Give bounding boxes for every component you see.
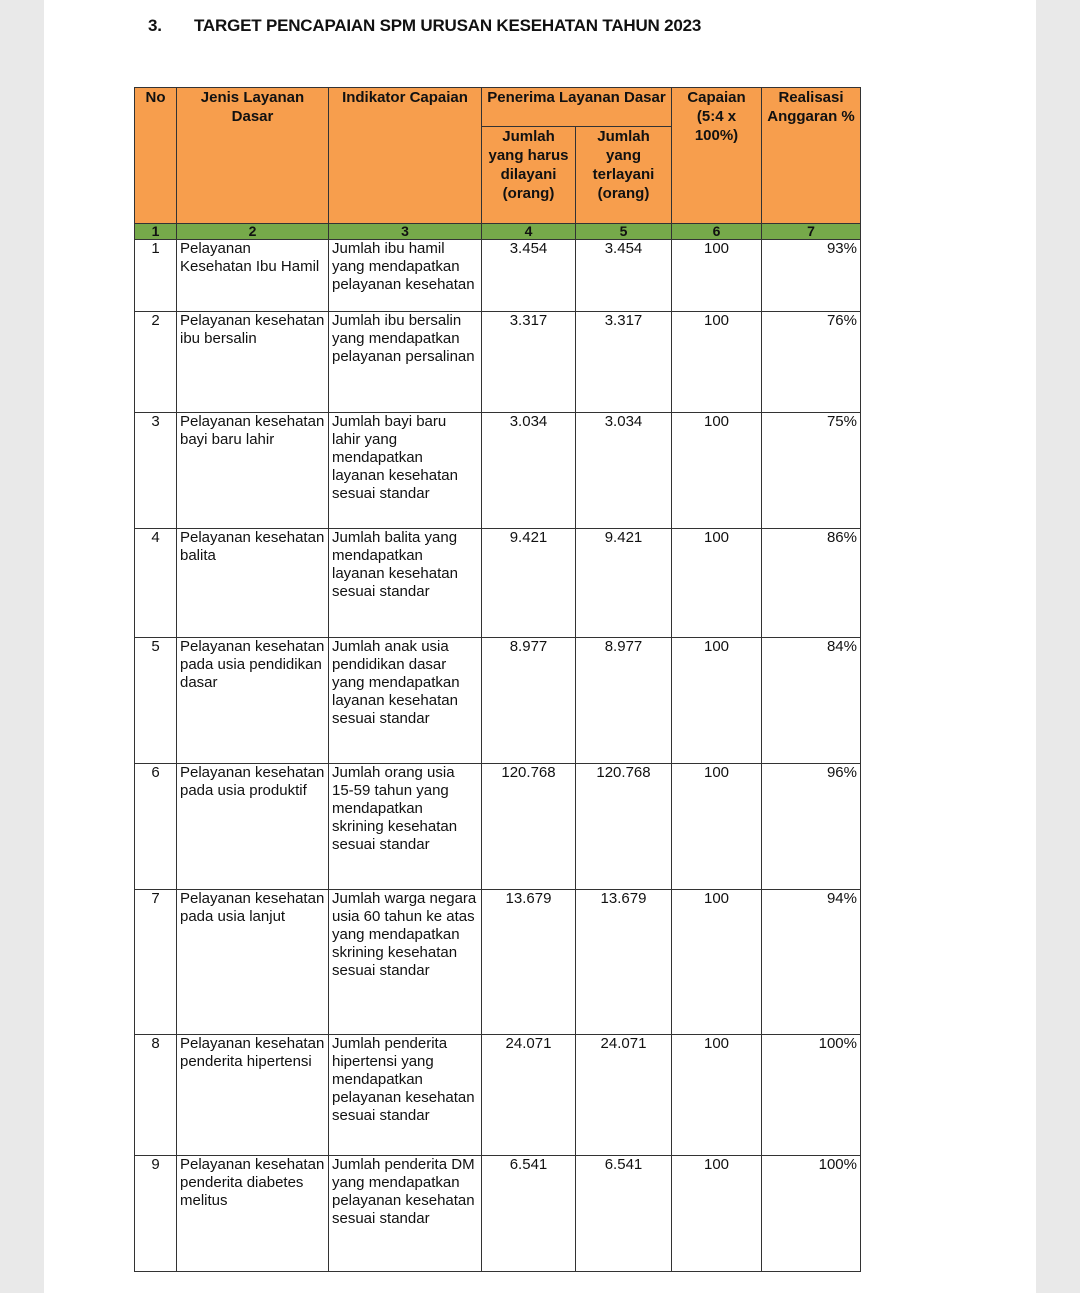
cell-jumlah-terlayani: 3.317 xyxy=(576,312,672,413)
cell-capaian: 100 xyxy=(672,764,762,890)
spm-table xyxy=(134,87,861,1272)
column-number: 4 xyxy=(482,224,576,240)
cell-jenis-layanan: Pelayanan kesehatan pada usia produktif xyxy=(177,764,329,890)
cell-indikator-capaian: Jumlah warga negara usia 60 tahun ke atas yang mendapatkan skrining kesehatan sesuai standar xyxy=(329,890,482,1035)
cell-jumlah-terlayani: 120.768 xyxy=(576,764,672,890)
cell-jenis-layanan: Pelayanan kesehatan balita xyxy=(177,529,329,638)
cell-jumlah-terlayani: 3.034 xyxy=(576,413,672,529)
cell-indikator-capaian: Jumlah bayi baru lahir yang mendapatkan layanan kesehatan sesuai standar xyxy=(329,413,482,529)
cell-no: 7 xyxy=(135,890,177,1035)
cell-no: 4 xyxy=(135,529,177,638)
column-number: 7 xyxy=(762,224,861,240)
cell-jumlah-terlayani: 13.679 xyxy=(576,890,672,1035)
cell-realisasi: 86% xyxy=(762,529,861,638)
cell-jumlah-harus: 13.679 xyxy=(482,890,576,1035)
cell-realisasi: 100% xyxy=(762,1156,861,1272)
cell-no: 6 xyxy=(135,764,177,890)
cell-jumlah-terlayani: 9.421 xyxy=(576,529,672,638)
cell-jumlah-harus: 3.317 xyxy=(482,312,576,413)
cell-no: 3 xyxy=(135,413,177,529)
cell-jumlah-harus: 24.071 xyxy=(482,1035,576,1156)
table-row xyxy=(135,413,861,529)
cell-no: 2 xyxy=(135,312,177,413)
section-title: TARGET PENCAPAIAN SPM URUSAN KESEHATAN TAHUN 2023 xyxy=(194,16,702,35)
cell-jumlah-terlayani: 3.454 xyxy=(576,240,672,312)
cell-capaian: 100 xyxy=(672,638,762,764)
cell-jenis-layanan: Pelayanan kesehatan bayi baru lahir xyxy=(177,413,329,529)
cell-no: 1 xyxy=(135,240,177,312)
cell-capaian: 100 xyxy=(672,413,762,529)
header-penerima-layanan: Penerima Layanan Dasar xyxy=(482,88,672,127)
header-realisasi-anggaran: Realisasi Anggaran % xyxy=(762,88,861,224)
table-row xyxy=(135,529,861,638)
table-row xyxy=(135,240,861,312)
cell-realisasi: 100% xyxy=(762,1035,861,1156)
cell-jumlah-terlayani: 8.977 xyxy=(576,638,672,764)
column-number: 5 xyxy=(576,224,672,240)
cell-indikator-capaian: Jumlah orang usia 15-59 tahun yang mendapatkan skrining kesehatan sesuai standar xyxy=(329,764,482,890)
header-indikator-capaian: Indikator Capaian xyxy=(329,88,482,224)
cell-jenis-layanan: Pelayanan kesehatan pada usia lanjut xyxy=(177,890,329,1035)
table-body xyxy=(135,240,861,1272)
header-jumlah-terlayani: Jumlah yang terlayani (orang) xyxy=(576,127,672,224)
cell-capaian: 100 xyxy=(672,312,762,413)
cell-indikator-capaian: Jumlah balita yang mendapatkan layanan kesehatan sesuai standar xyxy=(329,529,482,638)
table-row xyxy=(135,638,861,764)
cell-jumlah-harus: 6.541 xyxy=(482,1156,576,1272)
table-row xyxy=(135,1035,861,1156)
column-number-row xyxy=(135,224,861,240)
table-row xyxy=(135,1156,861,1272)
header-capaian: Capaian (5:4 x 100%) xyxy=(672,88,762,224)
cell-capaian: 100 xyxy=(672,1035,762,1156)
cell-jenis-layanan: Pelayanan Kesehatan Ibu Hamil xyxy=(177,240,329,312)
cell-jumlah-harus: 120.768 xyxy=(482,764,576,890)
cell-jumlah-harus: 8.977 xyxy=(482,638,576,764)
cell-indikator-capaian: Jumlah penderita hipertensi yang mendapatkan pelayanan kesehatan sesuai standar xyxy=(329,1035,482,1156)
column-number: 6 xyxy=(672,224,762,240)
cell-capaian: 100 xyxy=(672,890,762,1035)
cell-jenis-layanan: Pelayanan kesehatan penderita diabetes melitus xyxy=(177,1156,329,1272)
cell-indikator-capaian: Jumlah penderita DM yang mendapatkan pelayanan kesehatan sesuai standar xyxy=(329,1156,482,1272)
cell-jenis-layanan: Pelayanan kesehatan pada usia pendidikan dasar xyxy=(177,638,329,764)
cell-jenis-layanan: Pelayanan kesehatan penderita hipertensi xyxy=(177,1035,329,1156)
cell-realisasi: 84% xyxy=(762,638,861,764)
cell-realisasi: 76% xyxy=(762,312,861,413)
cell-realisasi: 96% xyxy=(762,764,861,890)
cell-no: 5 xyxy=(135,638,177,764)
cell-capaian: 100 xyxy=(672,1156,762,1272)
cell-no: 8 xyxy=(135,1035,177,1156)
cell-indikator-capaian: Jumlah ibu hamil yang mendapatkan pelayanan kesehatan xyxy=(329,240,482,312)
cell-jumlah-harus: 9.421 xyxy=(482,529,576,638)
cell-jumlah-harus: 3.454 xyxy=(482,240,576,312)
cell-no: 9 xyxy=(135,1156,177,1272)
cell-indikator-capaian: Jumlah anak usia pendidikan dasar yang mendapatkan layanan kesehatan sesuai standar xyxy=(329,638,482,764)
cell-capaian: 100 xyxy=(672,240,762,312)
cell-jumlah-terlayani: 6.541 xyxy=(576,1156,672,1272)
table-row xyxy=(135,312,861,413)
header-no: No xyxy=(135,88,177,224)
section-number: 3. xyxy=(148,16,162,35)
cell-realisasi: 93% xyxy=(762,240,861,312)
cell-jumlah-harus: 3.034 xyxy=(482,413,576,529)
table-row xyxy=(135,890,861,1035)
column-number: 3 xyxy=(329,224,482,240)
column-number: 1 xyxy=(135,224,177,240)
cell-indikator-capaian: Jumlah ibu bersalin yang mendapatkan pelayanan persalinan xyxy=(329,312,482,413)
table-row xyxy=(135,764,861,890)
header-jenis-layanan: Jenis Layanan Dasar xyxy=(177,88,329,224)
header-jumlah-harus-dilayani: Jumlah yang harus dilayani (orang) xyxy=(482,127,576,224)
cell-jumlah-terlayani: 24.071 xyxy=(576,1035,672,1156)
cell-jenis-layanan: Pelayanan kesehatan ibu bersalin xyxy=(177,312,329,413)
cell-realisasi: 75% xyxy=(762,413,861,529)
cell-realisasi: 94% xyxy=(762,890,861,1035)
cell-capaian: 100 xyxy=(672,529,762,638)
column-number: 2 xyxy=(177,224,329,240)
